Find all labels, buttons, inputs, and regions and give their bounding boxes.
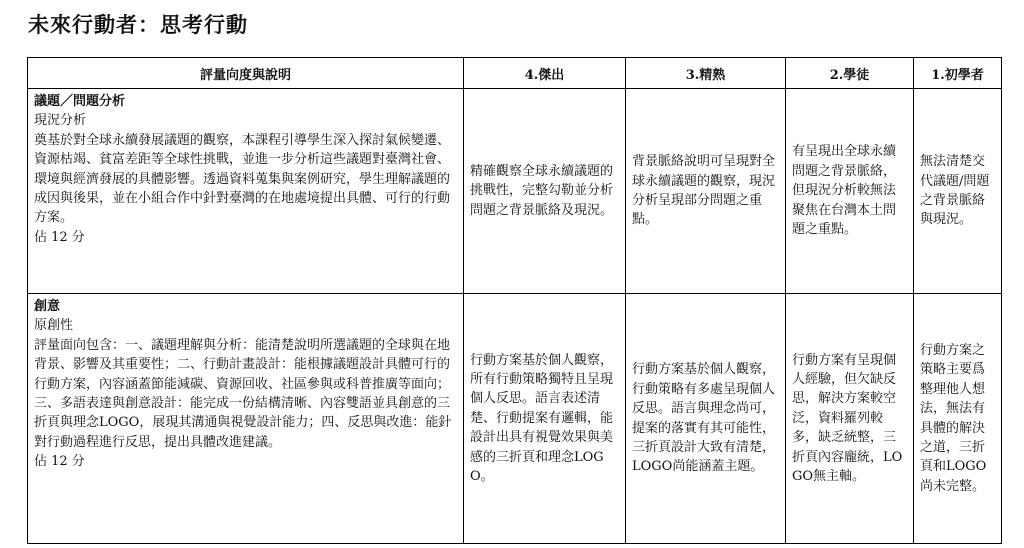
level-3-cell: 背景脈絡說明可呈現對全球永續議題的觀察，現況分析呈現部分問題之重點。	[626, 89, 786, 294]
page-title: 未來行動者：思考行動	[28, 13, 248, 37]
header-row	[28, 58, 1002, 89]
header-level-1: 1.初學者	[914, 58, 1002, 89]
level-3-cell: 行動方案基於個人觀察，行動策略有多處呈現個人反思。語言與理念尚可，提案的落實有其可能性，三折頁設計大致有清楚，LOGO尚能涵蓋主題。	[626, 294, 786, 544]
criteria-subtitle: 現況分析	[34, 113, 87, 129]
level-4-cell: 行動方案基於個人觀察，所有行動策略獨特且呈現個人反思。語言表述清楚、行動提案有邏輯，能設計出具有視覺效果與美感的三折頁和理念LOGO。	[464, 294, 626, 544]
level-1-cell: 行動方案之策略主要爲整理他人想法，無法有具體的解決之道，三折頁和LOGO尚未完整。	[914, 294, 1002, 544]
level-1-cell: 無法清楚交代議題/問題之背景脈絡與現況。	[914, 89, 1002, 294]
criteria-description: 評量面向包含：一、議題理解與分析：能清楚說明所選議題的全球與在地背景、影響及其重要性；二、行動計畫設計：能根據議題設計具體可行的行動方案，內容涵蓋節能減碳、資源回收、社區參與或科普推廣等面向；三、多語表達與創意設計：能完成一份結構清晰、內容雙語並具創意的三折頁與理念LOGO，展現其溝通與視覺設計能力；四、反思與改進：能針對行動過程進行反思，提出具體改進建議。	[34, 337, 452, 450]
criteria-cell	[28, 89, 464, 294]
criteria-points: 佔 12 分	[34, 229, 85, 245]
criteria-category: 創意	[34, 299, 61, 314]
rubric-table	[27, 57, 1002, 544]
header-level-4: 4.傑出	[464, 58, 626, 89]
level-2-cell: 行動方案有呈現個人經驗，但欠缺反思，解決方案較空泛，資料羅列較多，缺乏統整，三折頁內容龐統，LOGO無主軸。	[786, 294, 914, 544]
table-row	[28, 89, 1002, 294]
criteria-category: 議題／問題分析	[34, 94, 126, 109]
header-level-2: 2.學徒	[786, 58, 914, 89]
table-row	[28, 294, 1002, 544]
criteria-points: 佔 12 分	[34, 454, 85, 470]
level-2-cell: 有呈現出全球永續問題之背景脈絡，但現況分析較無法聚焦在台灣本土問題之重點。	[786, 89, 914, 294]
criteria-description: 奠基於對全球永續發展議題的觀察，本課程引導學生深入探討氣候變遷、資源枯竭、貧富差距等全球性挑戰，並進一步分析這些議題對臺灣社會、環境與經濟發展的具體影響。透過資料蒐集與案例研究，學生理解議題的成因與後果，並在小組合作中針對臺灣的在地處境提出具體、可行的行動方案。	[34, 132, 451, 226]
criteria-subtitle: 原創性	[34, 318, 74, 334]
level-4-cell: 精確觀察全球永續議題的挑戰性，完整勾勒並分析問題之背景脈絡及現況。	[464, 89, 626, 294]
header-level-3: 3.精熟	[626, 58, 786, 89]
criteria-cell	[28, 294, 464, 544]
header-criteria: 評量向度與說明	[28, 58, 464, 89]
